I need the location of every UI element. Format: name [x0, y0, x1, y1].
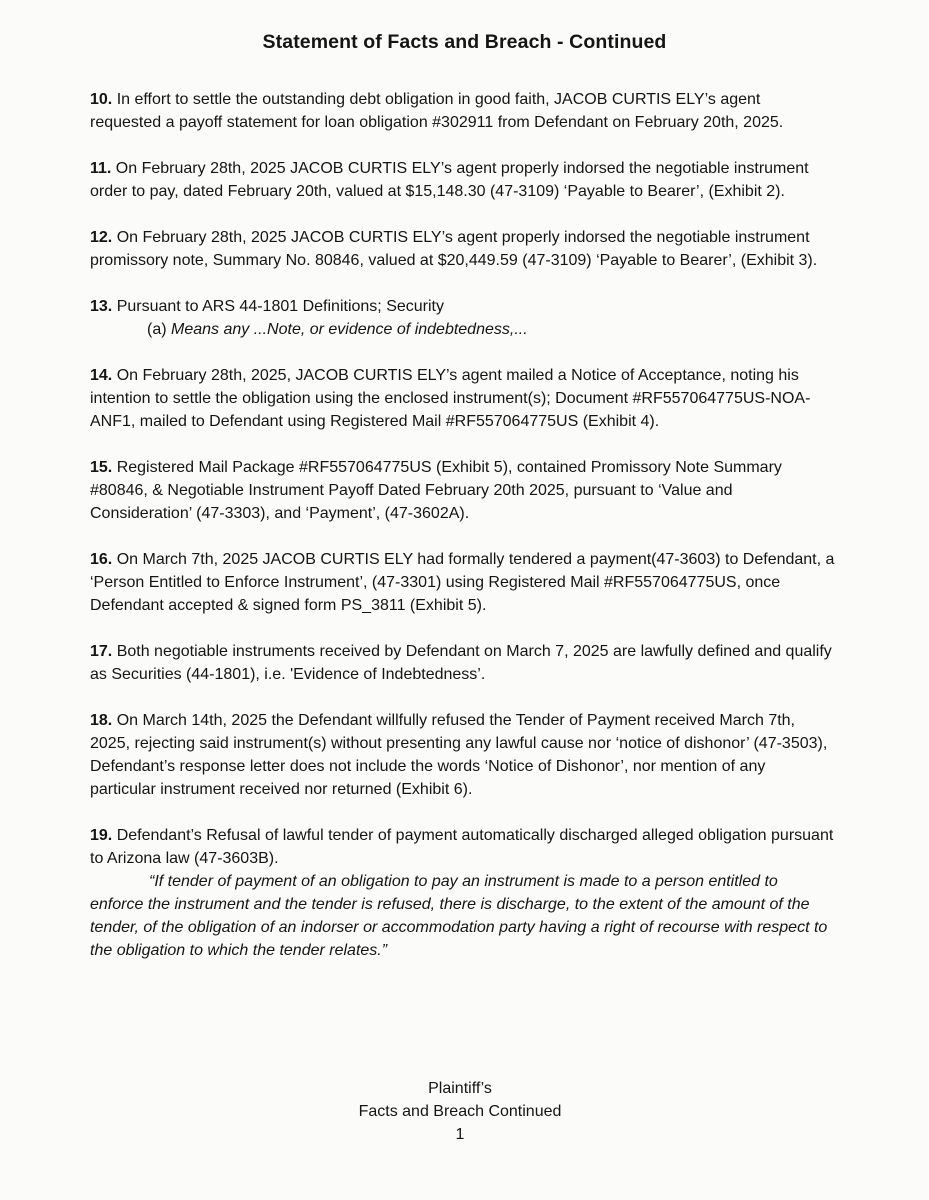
paragraph-text: On February 28th, 2025 JACOB CURTIS ELY’s agent properly indorsed the negotiable instrument promissory note, Summary No. 80846, valued at $20,449.59 (47-3109) ‘Payable to Bearer’, (Exhibit 3).	[90, 229, 818, 269]
paragraph-text: Registered Mail Package #RF557064775US (Exhibit 5), contained Promissory Note Summary #80846, & Negotiable Instrument Payoff Dated February 20th 2025, pursuant to ‘Value and Consideration’ (47-3303), and ‘Payment’, (47-3602A).	[90, 459, 782, 522]
paragraph-19	[90, 824, 835, 962]
paragraph-number: 18.	[90, 712, 113, 729]
paragraph-number: 15.	[90, 459, 113, 476]
subclause-prefix: (a)	[147, 321, 171, 338]
footer-line-1: Plaintiff’s	[428, 1080, 492, 1097]
paragraph-18	[90, 709, 835, 801]
paragraph-text: Both negotiable instruments received by Defendant on March 7, 2025 are lawfully defined and qualify as Securities (44-1801), i.e. 'Evidence of Indebtedness’.	[90, 643, 832, 683]
paragraph-number: 14.	[90, 367, 113, 384]
paragraph-text: On February 28th, 2025, JACOB CURTIS ELY’s agent mailed a Notice of Acceptance, noting his intention to settle the obligation using the enclosed instrument(s); Document #RF557064775US-NOA-ANF1, mailed to Defendant using Registered Mail #RF557064775US (Exhibit 4).	[90, 367, 811, 430]
paragraph-number: 12.	[90, 229, 113, 246]
paragraph-14	[90, 364, 835, 433]
paragraph-number: 19.	[90, 827, 113, 844]
paragraph-number: 17.	[90, 643, 113, 660]
paragraph-number: 13.	[90, 298, 113, 315]
paragraph-19-main	[90, 824, 835, 870]
paragraph-text: On February 28th, 2025 JACOB CURTIS ELY’s agent properly indorsed the negotiable instrument order to pay, dated February 20th, valued at $15,148.30 (47-3109) ‘Payable to Bearer’, (Exhibit 2).	[90, 160, 809, 200]
subclause-italic-text: Means any ...Note, or evidence of indebtedness,...	[171, 321, 528, 338]
paragraph-text: On March 14th, 2025 the Defendant willfully refused the Tender of Payment received March 7th, 2025, rejecting said instrument(s) without presenting any lawful cause nor ‘notice of dishonor’ (47-3503), Defendant’s response letter does not include the words ‘Notice of Dishonor’, nor mention of any particular instrument received nor returned (Exhibit 6).	[90, 712, 828, 798]
paragraph-text: Defendant’s Refusal of lawful tender of payment automatically discharged alleged obligation pursuant to Arizona law (47-3603B).	[90, 827, 834, 867]
paragraph-number: 11.	[90, 160, 112, 177]
paragraph-15	[90, 456, 835, 525]
page-number: 1	[455, 1126, 465, 1143]
definition-subclause	[90, 318, 835, 341]
paragraph-number: 16.	[90, 551, 113, 568]
paragraph-number: 10.	[90, 91, 113, 108]
paragraph-17	[90, 640, 835, 686]
paragraph-12	[90, 226, 835, 272]
paragraph-text: Pursuant to ARS 44-1801 Definitions; Security	[112, 298, 444, 315]
paragraph-text: On March 7th, 2025 JACOB CURTIS ELY had formally tendered a payment(47-3603) to Defendant, a ‘Person Entitled to Enforce Instrument’, (47-3301) using Registered Mail #RF557064775US, once Defendant accepted & signed form PS_3811 (Exhibit 5).	[90, 551, 835, 614]
document-body	[90, 88, 835, 962]
paragraph-13	[90, 295, 835, 341]
paragraph-text: In effort to settle the outstanding debt obligation in good faith, JACOB CURTIS ELY’s agent requested a payoff statement for loan obligation #302911 from Defendant on February 20th, 2025.	[90, 91, 784, 131]
paragraph-11	[90, 157, 835, 203]
footer-line-2: Facts and Breach Continued	[358, 1103, 562, 1120]
paragraph-16	[90, 548, 835, 617]
paragraph-10	[90, 88, 835, 134]
page-footer	[0, 1077, 920, 1146]
page-title: Statement of Facts and Breach - Continued	[262, 31, 667, 53]
paragraph-13-main	[90, 295, 835, 318]
statute-quote: “If tender of payment of an obligation to pay an instrument is made to a person entitled to enforce the instrument and the tender is refused, there is discharge, to the extent of the amount of the tender, of the obligation of an indorser or accommodation party having a right of recourse with respect to the obligation to which the tender relates.”	[90, 873, 828, 959]
